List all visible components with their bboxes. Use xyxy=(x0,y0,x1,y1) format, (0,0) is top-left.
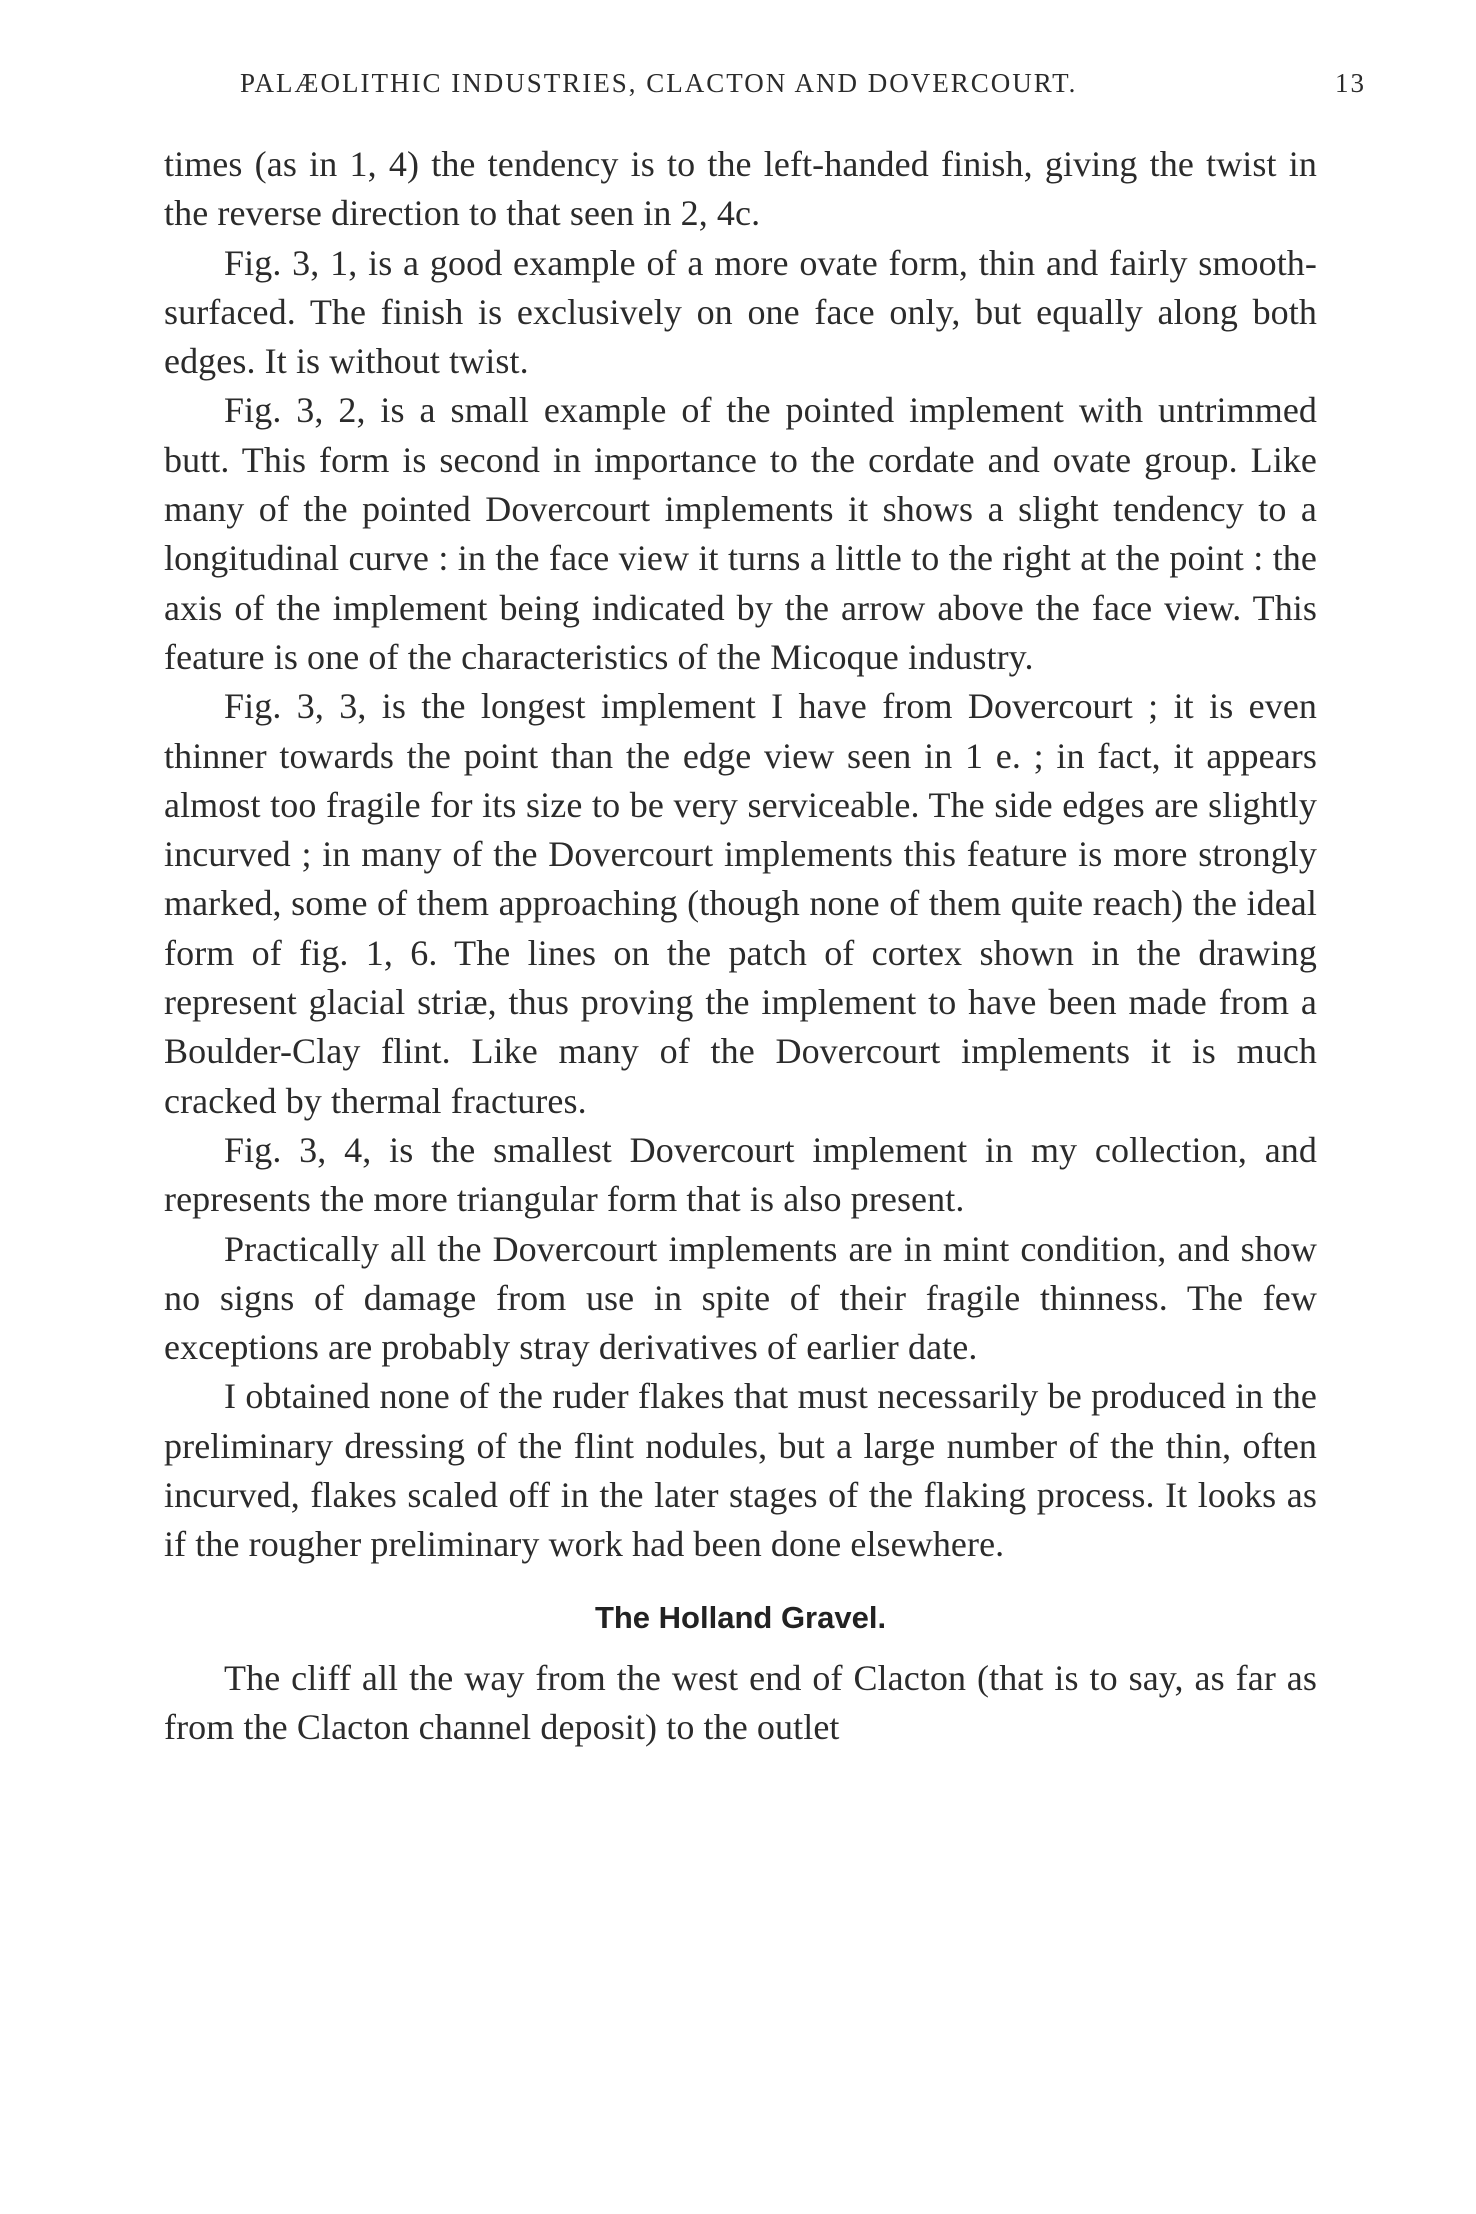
paragraph-fig-3-1: Fig. 3, 1, is a good example of a more ovate form, thin and fairly smooth-surfaced. The finish is exclusively on one face only, but equally along both edges. It is without twist. xyxy=(164,242,1317,382)
section-heading: The Holland Gravel. xyxy=(594,1599,887,1635)
paragraph-mint-condition: Practically all the Dovercourt implements are in mint condition, and show no signs of damage from use in spite of their fragile thinness. The few exceptions are probably stray derivatives of earlier date. xyxy=(164,1228,1317,1368)
paragraph-fig-3-4: Fig. 3, 4, is the smallest Dovercourt implement in my collection, and represents the more triangular form that is also present. xyxy=(164,1129,1317,1220)
paragraph-continuation: times (as in 1, 4) the tendency is to the left-handed finish, giving the twist in the reverse direction to that seen in 2, 4c. xyxy=(164,144,1317,234)
page-number: 13 xyxy=(1335,68,1366,98)
running-head xyxy=(240,68,1366,99)
page-body xyxy=(164,140,1317,1752)
paragraph-holland-gravel: The cliff all the way from the west end of Clacton (that is to say, as far as from the Clacton channel deposit) to the outlet xyxy=(164,1657,1317,1747)
paragraph-flakes: I obtained none of the ruder flakes that must necessarily be produced in the preliminary dressing of the flint nodules, but a large number of the thin, often incurved, flakes scaled off in the later stages of the flaking process. It looks as if the rougher preliminary work had been done elsewhere. xyxy=(164,1376,1317,1565)
paragraph-fig-3-2: Fig. 3, 2, is a small example of the pointed implement with untrimmed butt. This form is second in importance to the cordate and ovate group. Like many of the pointed Dovercourt implements it shows a slight tendency to a longitudinal curve : in the face view it turns a little to the right at the point : the axis of the implement being indicated by the arrow above the face view. This feature is one of the characteristics of the Micoque industry. xyxy=(164,390,1317,677)
paragraph-fig-3-3: Fig. 3, 3, is the longest implement I have from Dovercourt ; it is even thinner towards the point than the edge view seen in 1 e. ; in fact, it appears almost too fragile for its size to be very serviceable. The side edges are slightly incurved ; in many of the Dovercourt implements this feature is more strongly marked, some of them approaching (though none of them quite reach) the ideal form of fig. 1, 6. The lines on the patch of cortex shown in the drawing represent glacial striæ, thus proving the implement to have been made from a Boulder-Clay flint. Like many of the Dovercourt implements it is much cracked by thermal fractures. xyxy=(164,686,1317,1121)
running-title: PALÆOLITHIC INDUSTRIES, CLACTON AND DOVERCOURT. xyxy=(240,68,1078,98)
